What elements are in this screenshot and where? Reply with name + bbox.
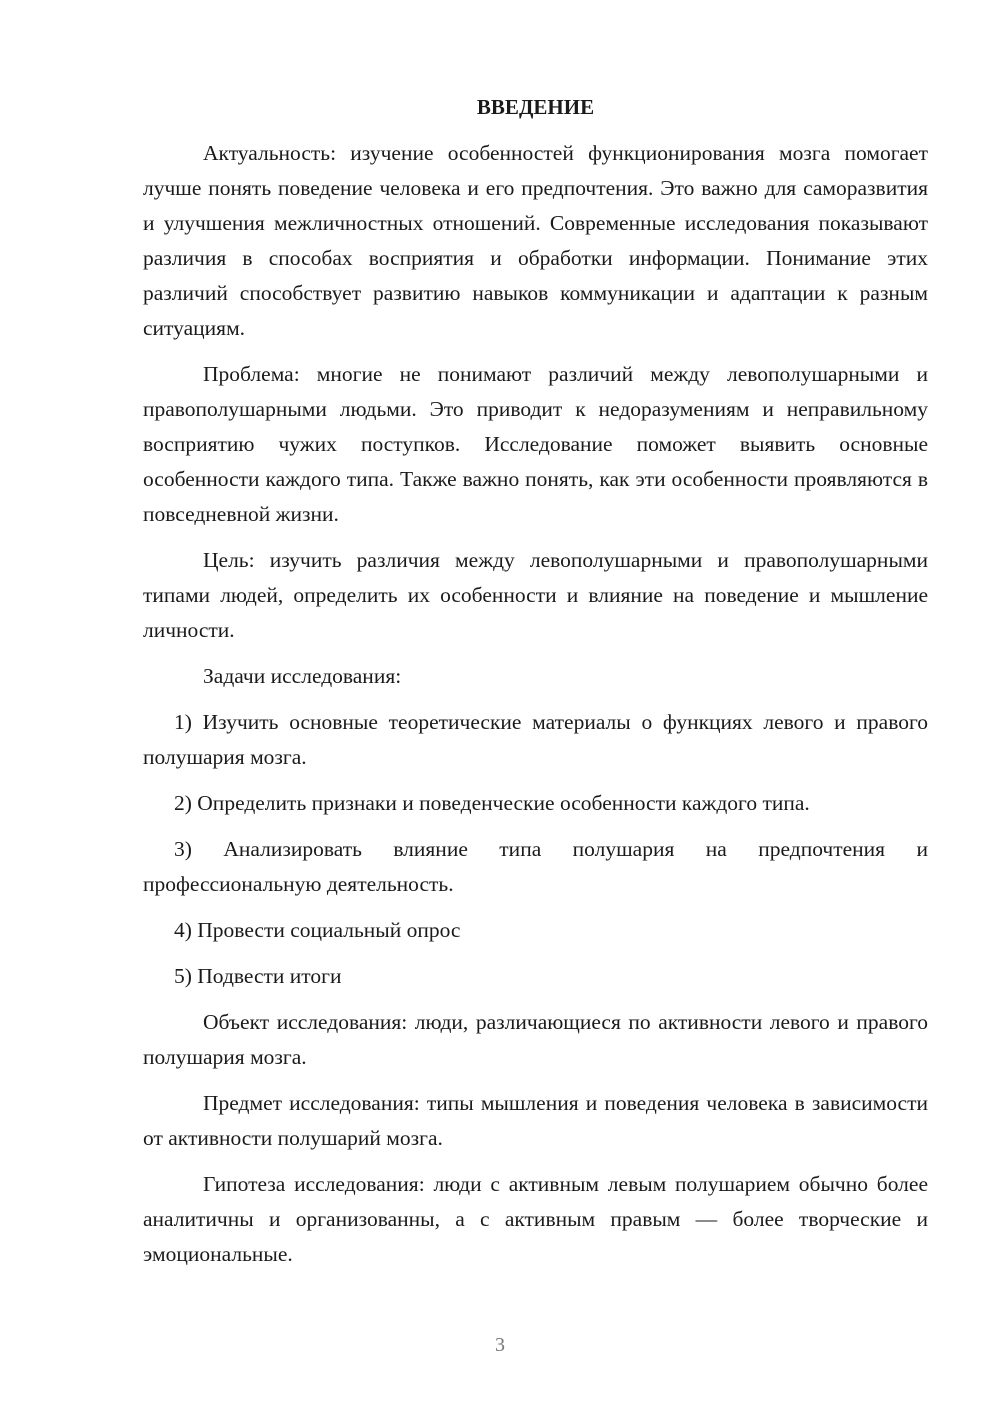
subject-paragraph: Предмет исследования: типы мышления и поведения человека в зависимости от активности полушарий мозга. xyxy=(143,1091,928,1150)
task-item-5: 5) Подвести итоги xyxy=(174,964,342,988)
hypothesis-paragraph: Гипотеза исследования: люди с активным левым полушарием обычно более аналитичны и организованны, а с активным правым — более творческие и эмоциональные. xyxy=(143,1172,928,1266)
document-page xyxy=(143,92,928,1272)
task-item-3: 3) Анализировать влияние типа полушария на предпочтения и профессиональную деятельность. xyxy=(143,837,928,896)
object-paragraph: Объект исследования: люди, различающиеся по активности левого и правого полушария мозга. xyxy=(143,1010,928,1069)
page-title: ВВЕДЕНИЕ xyxy=(476,95,595,119)
tasks-heading: Задачи исследования: xyxy=(203,664,402,688)
problem-paragraph: Проблема: многие не понимают различий между левополушарными и правополушарными людьми. Это приводит к недоразумениям и неправильному восприятию чужих поступков. Исследование поможет выявить основные особенности каждого типа. Также важно понять, как эти особенности проявляются в повседневной жизни. xyxy=(143,362,928,526)
task-item-2: 2) Определить признаки и поведенческие особенности каждого типа. xyxy=(174,791,810,815)
goal-paragraph: Цель: изучить различия между левополушарными и правополушарными типами людей, определить их особенности и влияние на поведение и мышление личности. xyxy=(143,548,928,642)
relevance-paragraph: Актуальность: изучение особенностей функционирования мозга помогает лучше понять поведение человека и его предпочтения. Это важно для саморазвития и улучшения межличностных отношений. Современные исследования показывают различия в способах восприятия и обработки информации. Понимание этих различий способствует развитию навыков коммуникации и адаптации к разным ситуациям. xyxy=(143,141,928,340)
page-number: 3 xyxy=(495,1334,505,1356)
task-item-1: 1) Изучить основные теоретические материалы о функциях левого и правого полушария мозга. xyxy=(143,710,928,769)
task-item-4: 4) Провести социальный опрос xyxy=(174,918,461,942)
